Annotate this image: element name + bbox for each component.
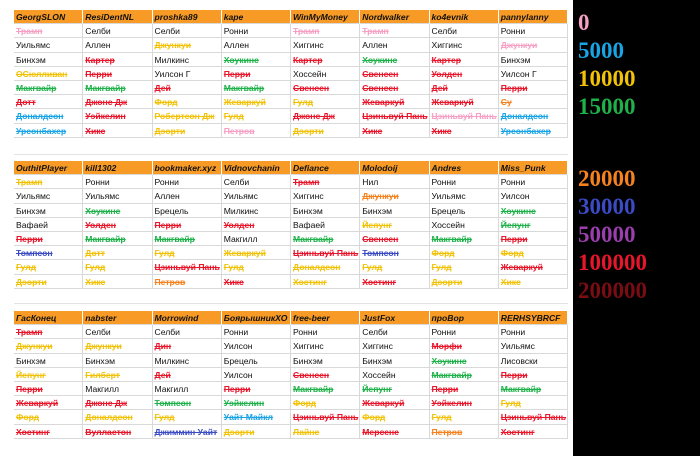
table-cell: Джункуи bbox=[499, 38, 568, 52]
table-cell: Перри bbox=[153, 218, 222, 232]
table-cell: Уэйкелин bbox=[83, 109, 152, 123]
table-cell: Дей bbox=[430, 81, 499, 95]
table-cell: Ронни bbox=[291, 325, 360, 339]
table-cell: Джиммин Уайт bbox=[153, 425, 222, 439]
table-cell: Макгвайр bbox=[430, 368, 499, 382]
table-cell: Уильямс bbox=[499, 339, 568, 353]
table-cell: Свенсен bbox=[291, 81, 360, 95]
table-cell: Хостинг bbox=[499, 425, 568, 439]
table-cell: Бинхэм bbox=[291, 204, 360, 218]
table-cell: Трамп bbox=[14, 175, 83, 189]
column-header: БоярышникХО bbox=[222, 311, 291, 325]
table-cell: Гилберт bbox=[83, 368, 152, 382]
table-cell: Гулд bbox=[83, 260, 152, 274]
table-cell: Селби bbox=[430, 24, 499, 38]
empty-row bbox=[14, 289, 568, 304]
table-cell: Бинхэм bbox=[360, 204, 429, 218]
table-cell: Форд bbox=[153, 95, 222, 109]
table-cell: Аллен bbox=[360, 38, 429, 52]
table-cell: Уильямс bbox=[430, 189, 499, 203]
table-cell: Милкинс bbox=[153, 53, 222, 67]
table-cell: Дэорти bbox=[222, 425, 291, 439]
table-cell: Трамп bbox=[291, 175, 360, 189]
table-cell: Джункуи bbox=[360, 189, 429, 203]
table-cell: Хикс bbox=[83, 124, 152, 138]
table-cell: Гулд bbox=[430, 260, 499, 274]
table-cell: Джонс Дж bbox=[83, 396, 152, 410]
column-header: pannylanny bbox=[499, 10, 568, 24]
legend-value: 200000 bbox=[578, 278, 647, 303]
table-cell: Йепунг bbox=[360, 382, 429, 396]
table-cell: Хикс bbox=[222, 275, 291, 289]
table-cell: Доналдсон bbox=[499, 109, 568, 123]
table-cell: Джункуи bbox=[153, 38, 222, 52]
table-cell: Макгвайр bbox=[14, 81, 83, 95]
table-cell: Форд bbox=[291, 396, 360, 410]
table-cell: Джункуи bbox=[83, 339, 152, 353]
table-cell: Хостинг bbox=[14, 425, 83, 439]
table-cell: Уилсон bbox=[222, 339, 291, 353]
table-cell: Селби bbox=[83, 325, 152, 339]
table-cell: Хиггинс bbox=[430, 38, 499, 52]
table-cell: Хоукинс bbox=[83, 204, 152, 218]
column-header: Miss_Punk bbox=[499, 161, 568, 175]
table-cell: Форд bbox=[499, 246, 568, 260]
table-cell: Уайт Майкл bbox=[222, 410, 291, 424]
table-cell: Томпсон bbox=[14, 246, 83, 260]
column-header: Andres bbox=[430, 161, 499, 175]
table-cell: Доналдсон bbox=[83, 410, 152, 424]
table-cell: Джонс Дж bbox=[291, 109, 360, 123]
table-cell: Хоссейн bbox=[430, 218, 499, 232]
table-cell: Ронни bbox=[499, 325, 568, 339]
table-cell: Перри bbox=[222, 382, 291, 396]
table-cell: Гулд bbox=[360, 260, 429, 274]
table-cell: Милкинс bbox=[222, 204, 291, 218]
column-header: free-beer bbox=[291, 311, 360, 325]
table-cell: Перри bbox=[83, 67, 152, 81]
table-cell: Нил bbox=[360, 175, 429, 189]
table-cell: Брецель bbox=[153, 204, 222, 218]
table-cell: Аллен bbox=[83, 38, 152, 52]
table-cell: Йепунг bbox=[14, 368, 83, 382]
table-cell: Уолден bbox=[83, 218, 152, 232]
column-header: bookmaker.xyz bbox=[153, 161, 222, 175]
table-cell: Свенсен bbox=[291, 368, 360, 382]
table-cell: Морфи bbox=[430, 339, 499, 353]
table-cell: Селби bbox=[222, 175, 291, 189]
table-cell: Цзиньвуй Пань bbox=[291, 246, 360, 260]
table-cell: Жеваркуй bbox=[360, 396, 429, 410]
table-cell: Йепунг bbox=[360, 218, 429, 232]
table-cell: Бинхэм bbox=[14, 204, 83, 218]
table-cell: Жеваркуй bbox=[499, 260, 568, 274]
table-cell: Гулд bbox=[291, 95, 360, 109]
table-cell: Хиггинс bbox=[291, 339, 360, 353]
column-header: ResiDentNL bbox=[83, 10, 152, 24]
table-cell: Гулд bbox=[499, 396, 568, 410]
table-cell: Хоукинс bbox=[499, 204, 568, 218]
table-cell: Уильямс bbox=[14, 189, 83, 203]
column-header: Defiance bbox=[291, 161, 360, 175]
table-cell: Петров bbox=[153, 275, 222, 289]
table-cell: Дэорти bbox=[291, 124, 360, 138]
table-cell: Мерсене bbox=[360, 425, 429, 439]
legend-value: 5000 bbox=[578, 38, 624, 63]
table-cell: Дотт bbox=[14, 95, 83, 109]
column-header: Nordwalker bbox=[360, 10, 429, 24]
table-cell: Вафаей bbox=[291, 218, 360, 232]
table-cell: Ронни bbox=[222, 24, 291, 38]
column-header: nabster bbox=[83, 311, 152, 325]
table-cell: Ронни bbox=[499, 175, 568, 189]
table-cell: Хикс bbox=[499, 275, 568, 289]
table-cell: Уэйкелин bbox=[222, 396, 291, 410]
table-cell: Бинхэм bbox=[291, 354, 360, 368]
table-cell: Макгилл bbox=[83, 382, 152, 396]
table-cell: Форд bbox=[430, 246, 499, 260]
table-cell: Перри bbox=[499, 368, 568, 382]
table-cell: Ронни bbox=[153, 175, 222, 189]
table-cell: Дэорти bbox=[153, 124, 222, 138]
legend-value: 30000 bbox=[578, 194, 636, 219]
column-header: проВор bbox=[430, 311, 499, 325]
table-cell: Ронни bbox=[83, 175, 152, 189]
table-cell: Цзиньвуй Пань bbox=[291, 410, 360, 424]
table-cell: Цзиньвуй Пань bbox=[360, 109, 429, 123]
column-header: GeorgSLON bbox=[14, 10, 83, 24]
table-cell: Джонс Дж bbox=[83, 95, 152, 109]
table-cell: Свенсен bbox=[360, 81, 429, 95]
column-header: proshka89 bbox=[153, 10, 222, 24]
table-cell: Гулд bbox=[153, 410, 222, 424]
table-cell: Уильямс bbox=[83, 189, 152, 203]
table-cell: Перри bbox=[222, 67, 291, 81]
table-cell: Макгилл bbox=[153, 382, 222, 396]
table-cell: Гулд bbox=[430, 410, 499, 424]
column-header: Vidnovchanin bbox=[222, 161, 291, 175]
table-cell: Дей bbox=[153, 81, 222, 95]
table-cell: Перри bbox=[14, 232, 83, 246]
table-cell: Ронни bbox=[499, 24, 568, 38]
table-cell: Гулд bbox=[222, 109, 291, 123]
table-cell: Бинхэм bbox=[14, 53, 83, 67]
table-cell: Аллен bbox=[222, 38, 291, 52]
column-header: RERHSYBRCF bbox=[499, 311, 568, 325]
table-cell: Дэорти bbox=[430, 275, 499, 289]
table-cell: Макгвайр bbox=[430, 232, 499, 246]
table-cell: Хоукинс bbox=[222, 53, 291, 67]
table-cell: Свенсен bbox=[360, 67, 429, 81]
table-cell: Урсонбахер bbox=[499, 124, 568, 138]
table-cell: Робертсон Дж bbox=[153, 109, 222, 123]
table-cell: Милкинс bbox=[153, 354, 222, 368]
column-header: Molodoij bbox=[360, 161, 429, 175]
table-cell: Уилсон Г bbox=[153, 67, 222, 81]
table-cell: Жеваркуй bbox=[430, 95, 499, 109]
column-header: kill1302 bbox=[83, 161, 152, 175]
table-cell: Макгвайр bbox=[83, 232, 152, 246]
column-header: kape bbox=[222, 10, 291, 24]
table-cell: Макгвайр bbox=[499, 382, 568, 396]
table-cell: Джункуи bbox=[14, 339, 83, 353]
table-cell: Хикс bbox=[83, 275, 152, 289]
table-cell: Дин bbox=[153, 339, 222, 353]
table-cell: Вулластон bbox=[83, 425, 152, 439]
table-cell: Жеваркуй bbox=[360, 95, 429, 109]
points-legend bbox=[576, 0, 700, 456]
table-cell: Дей bbox=[153, 368, 222, 382]
table-cell: Селби bbox=[153, 24, 222, 38]
table-cell: Перри bbox=[430, 382, 499, 396]
table-cell: Дотт bbox=[83, 246, 152, 260]
table-cell: Хоукинс bbox=[430, 354, 499, 368]
table-cell: Хоссейн bbox=[360, 368, 429, 382]
table-cell: Брецель bbox=[222, 354, 291, 368]
table-cell: Уэйкелин bbox=[430, 396, 499, 410]
table-cell: Уилсон bbox=[222, 368, 291, 382]
table-cell: Трамп bbox=[14, 325, 83, 339]
table-cell: Хиггинс bbox=[360, 339, 429, 353]
table-cell: Бинхэм bbox=[14, 354, 83, 368]
column-header: OuthitPlayer bbox=[14, 161, 83, 175]
table-cell: Форд bbox=[360, 410, 429, 424]
table-cell: Бинхэм bbox=[499, 53, 568, 67]
table-cell: Цзиньвуй Пань bbox=[153, 260, 222, 274]
table-cell: Лисовски bbox=[499, 354, 568, 368]
table-cell: Хиггинс bbox=[291, 189, 360, 203]
table-cell: Ронни bbox=[430, 175, 499, 189]
table-cell: Хостинг bbox=[360, 275, 429, 289]
table-cell: Хостинг bbox=[291, 275, 360, 289]
table-cell: Хикс bbox=[430, 124, 499, 138]
table-cell: Уолден bbox=[222, 218, 291, 232]
table-cell: Ронни bbox=[430, 325, 499, 339]
table-cell: Перри bbox=[499, 232, 568, 246]
table-cell: Петров bbox=[222, 124, 291, 138]
prediction-table-2 bbox=[14, 161, 568, 289]
table-cell: Жеваркуй bbox=[222, 246, 291, 260]
column-header: ГасКонец bbox=[14, 311, 83, 325]
table-cell: Гулд bbox=[222, 260, 291, 274]
table-cell: Аллен bbox=[153, 189, 222, 203]
table-cell: Цзиньвуй Пань bbox=[499, 410, 568, 424]
table-cell: Гулд bbox=[153, 246, 222, 260]
empty-row bbox=[14, 140, 568, 155]
table-cell: Брецель bbox=[430, 204, 499, 218]
table-cell: Доналдсон bbox=[14, 109, 83, 123]
legend-value: 100000 bbox=[578, 250, 647, 275]
legend-value: 20000 bbox=[578, 166, 636, 191]
table-cell: Жеваркуй bbox=[222, 95, 291, 109]
table-cell: Вафаей bbox=[14, 218, 83, 232]
table-cell: Макгвайр bbox=[222, 81, 291, 95]
table-cell: Йепунг bbox=[499, 218, 568, 232]
column-header: JustFox bbox=[360, 311, 429, 325]
table-cell: Свенсен bbox=[360, 232, 429, 246]
table-cell: Перри bbox=[14, 382, 83, 396]
table-cell: Бинхэм bbox=[83, 354, 152, 368]
column-header: ko4evnik bbox=[430, 10, 499, 24]
table-cell: Лайнс bbox=[291, 425, 360, 439]
table-cell: Хоссейн bbox=[291, 67, 360, 81]
table-cell: Хиггинс bbox=[291, 38, 360, 52]
legend-value: 0 bbox=[578, 10, 590, 35]
table-cell: Томпсон bbox=[153, 396, 222, 410]
table-cell: Доналдсон bbox=[291, 260, 360, 274]
table-cell: Макгвайр bbox=[153, 232, 222, 246]
table-cell: ОСюлливан bbox=[14, 67, 83, 81]
table-cell: Су bbox=[499, 95, 568, 109]
table-cell: Дэорти bbox=[14, 275, 83, 289]
table-cell: Макгвайр bbox=[83, 81, 152, 95]
table-cell: Макгвайр bbox=[291, 232, 360, 246]
table-cell: Цзиньвуй Пань bbox=[430, 109, 499, 123]
table-cell: Трамп bbox=[14, 24, 83, 38]
prediction-table-3 bbox=[14, 311, 568, 439]
table-cell: Уилсон Г bbox=[499, 67, 568, 81]
table-cell: Селби bbox=[360, 325, 429, 339]
table-cell: Макгилл bbox=[222, 232, 291, 246]
table-cell: Форд bbox=[14, 410, 83, 424]
table-cell: Урсонбахер bbox=[14, 124, 83, 138]
table-cell: Картер bbox=[430, 53, 499, 67]
table-cell: Трамп bbox=[291, 24, 360, 38]
column-header: Morrowind bbox=[153, 311, 222, 325]
table-cell: Перри bbox=[499, 81, 568, 95]
table-cell: Гулд bbox=[14, 260, 83, 274]
table-cell: Томпсон bbox=[360, 246, 429, 260]
table-cell: Трамп bbox=[360, 24, 429, 38]
table-cell: Петров bbox=[430, 425, 499, 439]
table-cell: Уильямс bbox=[222, 189, 291, 203]
prediction-table-1 bbox=[14, 10, 568, 138]
table-cell: Уилсон bbox=[499, 189, 568, 203]
table-cell: Жеваркуй bbox=[14, 396, 83, 410]
legend-value: 50000 bbox=[578, 222, 636, 247]
table-cell: Селби bbox=[153, 325, 222, 339]
table-cell: Уолден bbox=[430, 67, 499, 81]
table-cell: Селби bbox=[83, 24, 152, 38]
table-cell: Картер bbox=[291, 53, 360, 67]
table-cell: Ронни bbox=[222, 325, 291, 339]
table-cell: Хоукинс bbox=[360, 53, 429, 67]
table-cell: Картер bbox=[83, 53, 152, 67]
table-cell: Уильямс bbox=[14, 38, 83, 52]
column-header: WinMyMoney bbox=[291, 10, 360, 24]
legend-value: 300000 bbox=[578, 306, 647, 331]
table-cell: Макгвайр bbox=[291, 382, 360, 396]
legend-value: 10000 bbox=[578, 66, 636, 91]
table-cell: Хикс bbox=[360, 124, 429, 138]
table-cell: Бинхэм bbox=[360, 354, 429, 368]
legend-value: 15000 bbox=[578, 94, 636, 119]
